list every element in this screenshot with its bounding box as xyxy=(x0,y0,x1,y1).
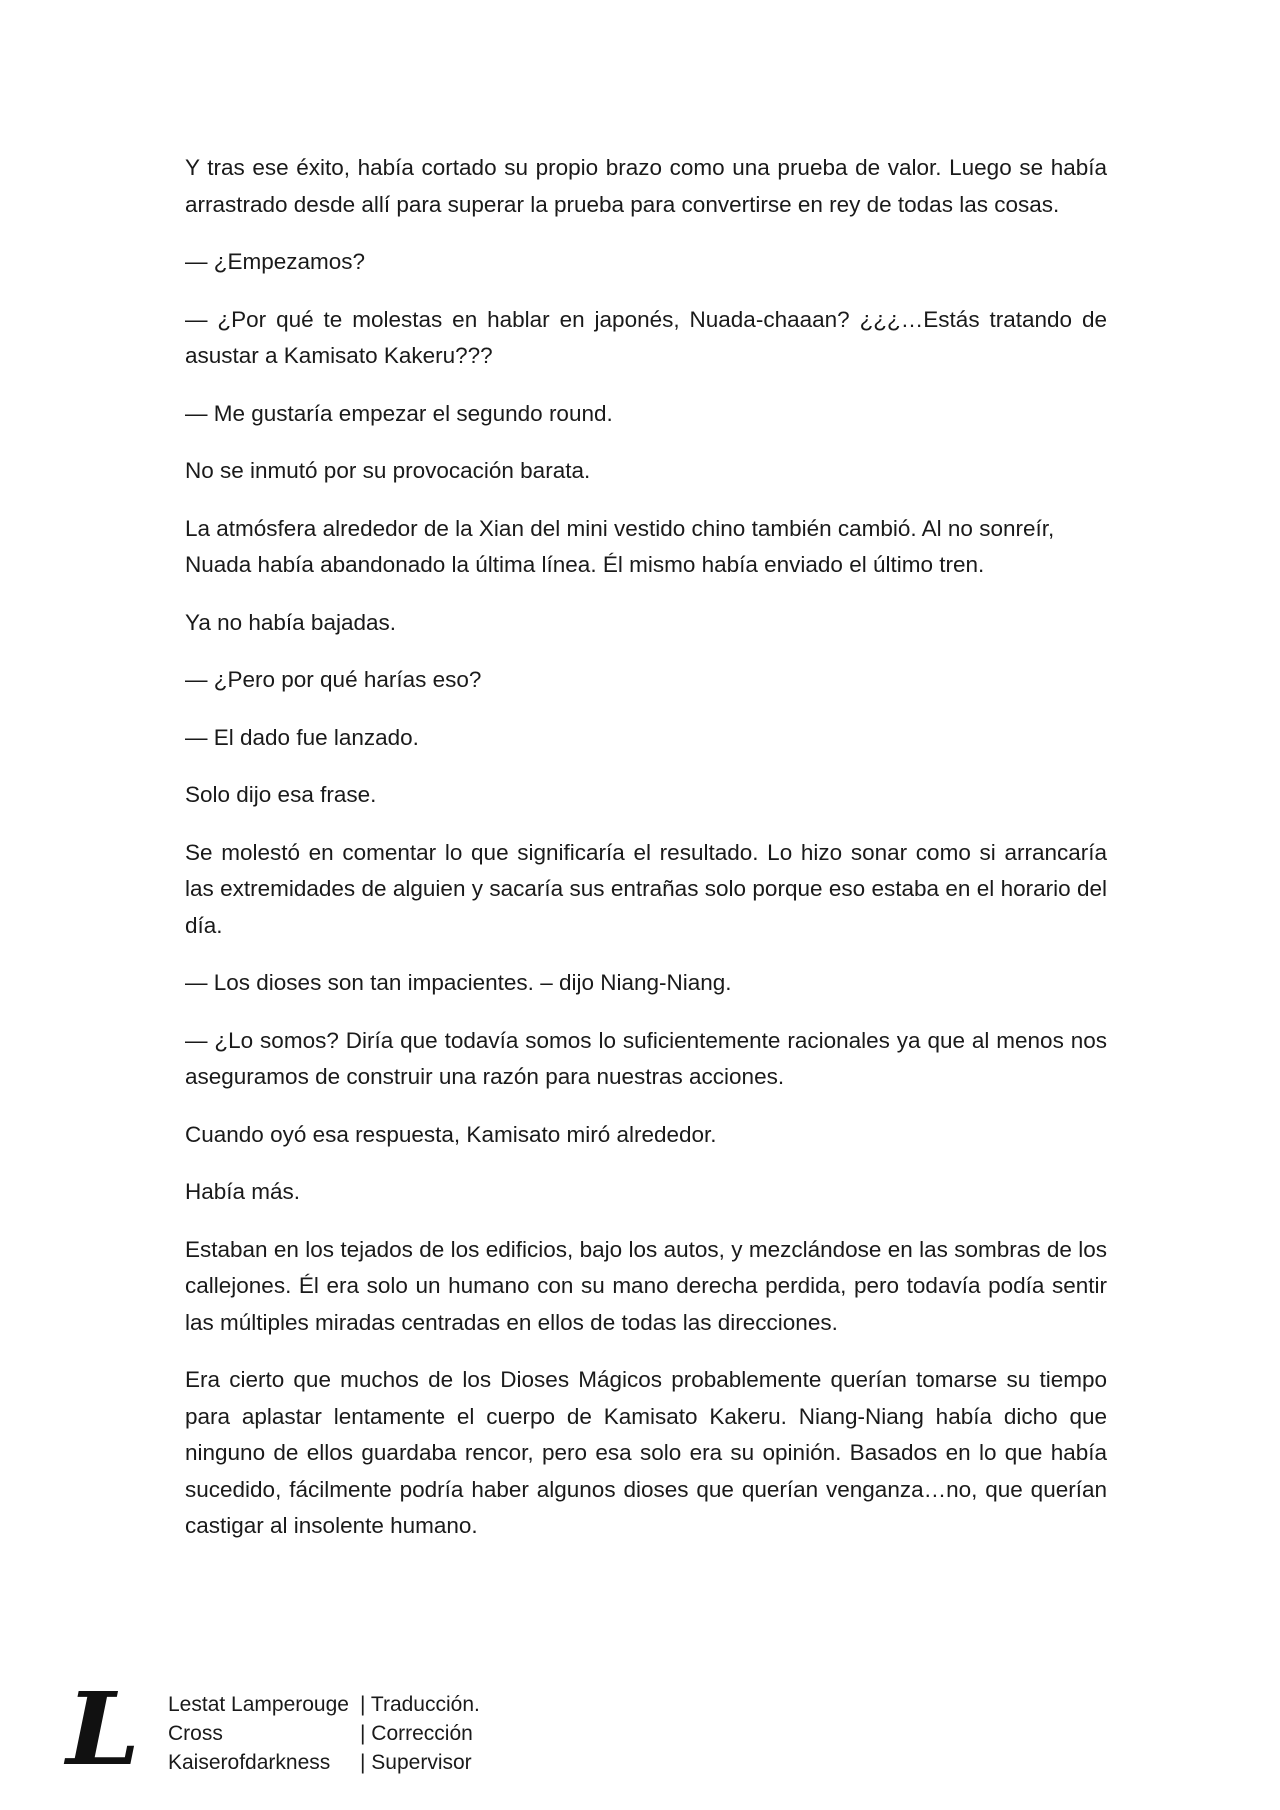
dialogue-line: — ¿Lo somos? Diría que todavía somos lo suficientemente racionales ya que al menos nos aseguramos de construir una razón para nuestras acciones. xyxy=(185,1027,1107,1089)
paragraph: No se inmutó por su provocación barata. xyxy=(185,458,591,483)
paragraph: Estaban en los tejados de los edificios, bajo los autos, y mezclándose en las sombras de los callejones. Él era solo un humano con su mano derecha perdida, pero todavía podía sentir las múltiples miradas centradas en ellos de todas las direcciones. xyxy=(185,1236,1107,1335)
paragraph: Era cierto que muchos de los Dioses Mágicos probablemente querían tomarse su tiempo para aplastar lentamente el cuerpo de Kamisato Kakeru. Niang-Niang había dicho que ninguno de ellos guardaba rencor, pero esa solo era su opinión. Basados en lo que había sucedido, fácilmente podría haber algunos dioses que querían venganza…no, que querían castigar al insolente humano. xyxy=(185,1367,1107,1538)
page-footer xyxy=(60,1670,660,1790)
paragraph: Y tras ese éxito, había cortado su propio brazo como una prueba de valor. Luego se había arrastrado desde allí para superar la prueba para convertirse en rey de todas las cosas. xyxy=(185,155,1107,217)
credit-name: Kaiserofdarkness xyxy=(168,1751,331,1774)
credit-name: Cross xyxy=(168,1722,223,1745)
paragraph: Ya no había bajadas. xyxy=(185,609,397,635)
credit-row xyxy=(168,1690,480,1719)
dialogue-line: — ¿Empezamos? xyxy=(185,249,366,274)
paragraph: La atmósfera alrededor de la Xian del mini vestido chino también cambió. Al no sonreír, Nuada había abandonado la última línea. Él mismo había enviado el último tren. xyxy=(185,515,1055,577)
paragraph: Había más. xyxy=(185,1179,301,1204)
paragraph: Cuando oyó esa respuesta, Kamisato miró alrededor. xyxy=(185,1121,717,1147)
dialogue-line: — Los dioses son tan impacientes. – dijo Niang-Niang. xyxy=(185,970,732,995)
paragraph: Se molestó en comentar lo que significaría el resultado. Lo hizo sonar como si arrancaría las extremidades de alguien y sacaría sus entrañas solo porque eso estaba en el horario del día. xyxy=(185,839,1107,938)
logo-letter: L xyxy=(66,1670,141,1788)
document-body xyxy=(185,150,1107,1566)
credit-row xyxy=(168,1719,480,1748)
credit-role: | Supervisor xyxy=(360,1751,472,1774)
credit-role: | Traducción. xyxy=(360,1693,480,1716)
credit-name: Lestat Lamperouge xyxy=(168,1693,349,1716)
dialogue-line: — ¿Por qué te molestas en hablar en japonés, Nuada-chaaan? ¿¿¿…Estás tratando de asustar a Kamisato Kakeru??? xyxy=(185,306,1107,368)
dialogue-line: — Me gustaría empezar el segundo round. xyxy=(185,400,613,426)
dialogue-line: — El dado fue lanzado. xyxy=(185,724,419,750)
credits-list xyxy=(168,1690,480,1777)
gothic-l-logo-icon xyxy=(66,1670,148,1788)
credit-row xyxy=(168,1748,480,1777)
dialogue-line: — ¿Pero por qué harías eso? xyxy=(185,667,482,692)
credit-role: | Corrección xyxy=(360,1722,473,1745)
paragraph: Solo dijo esa frase. xyxy=(185,782,377,807)
